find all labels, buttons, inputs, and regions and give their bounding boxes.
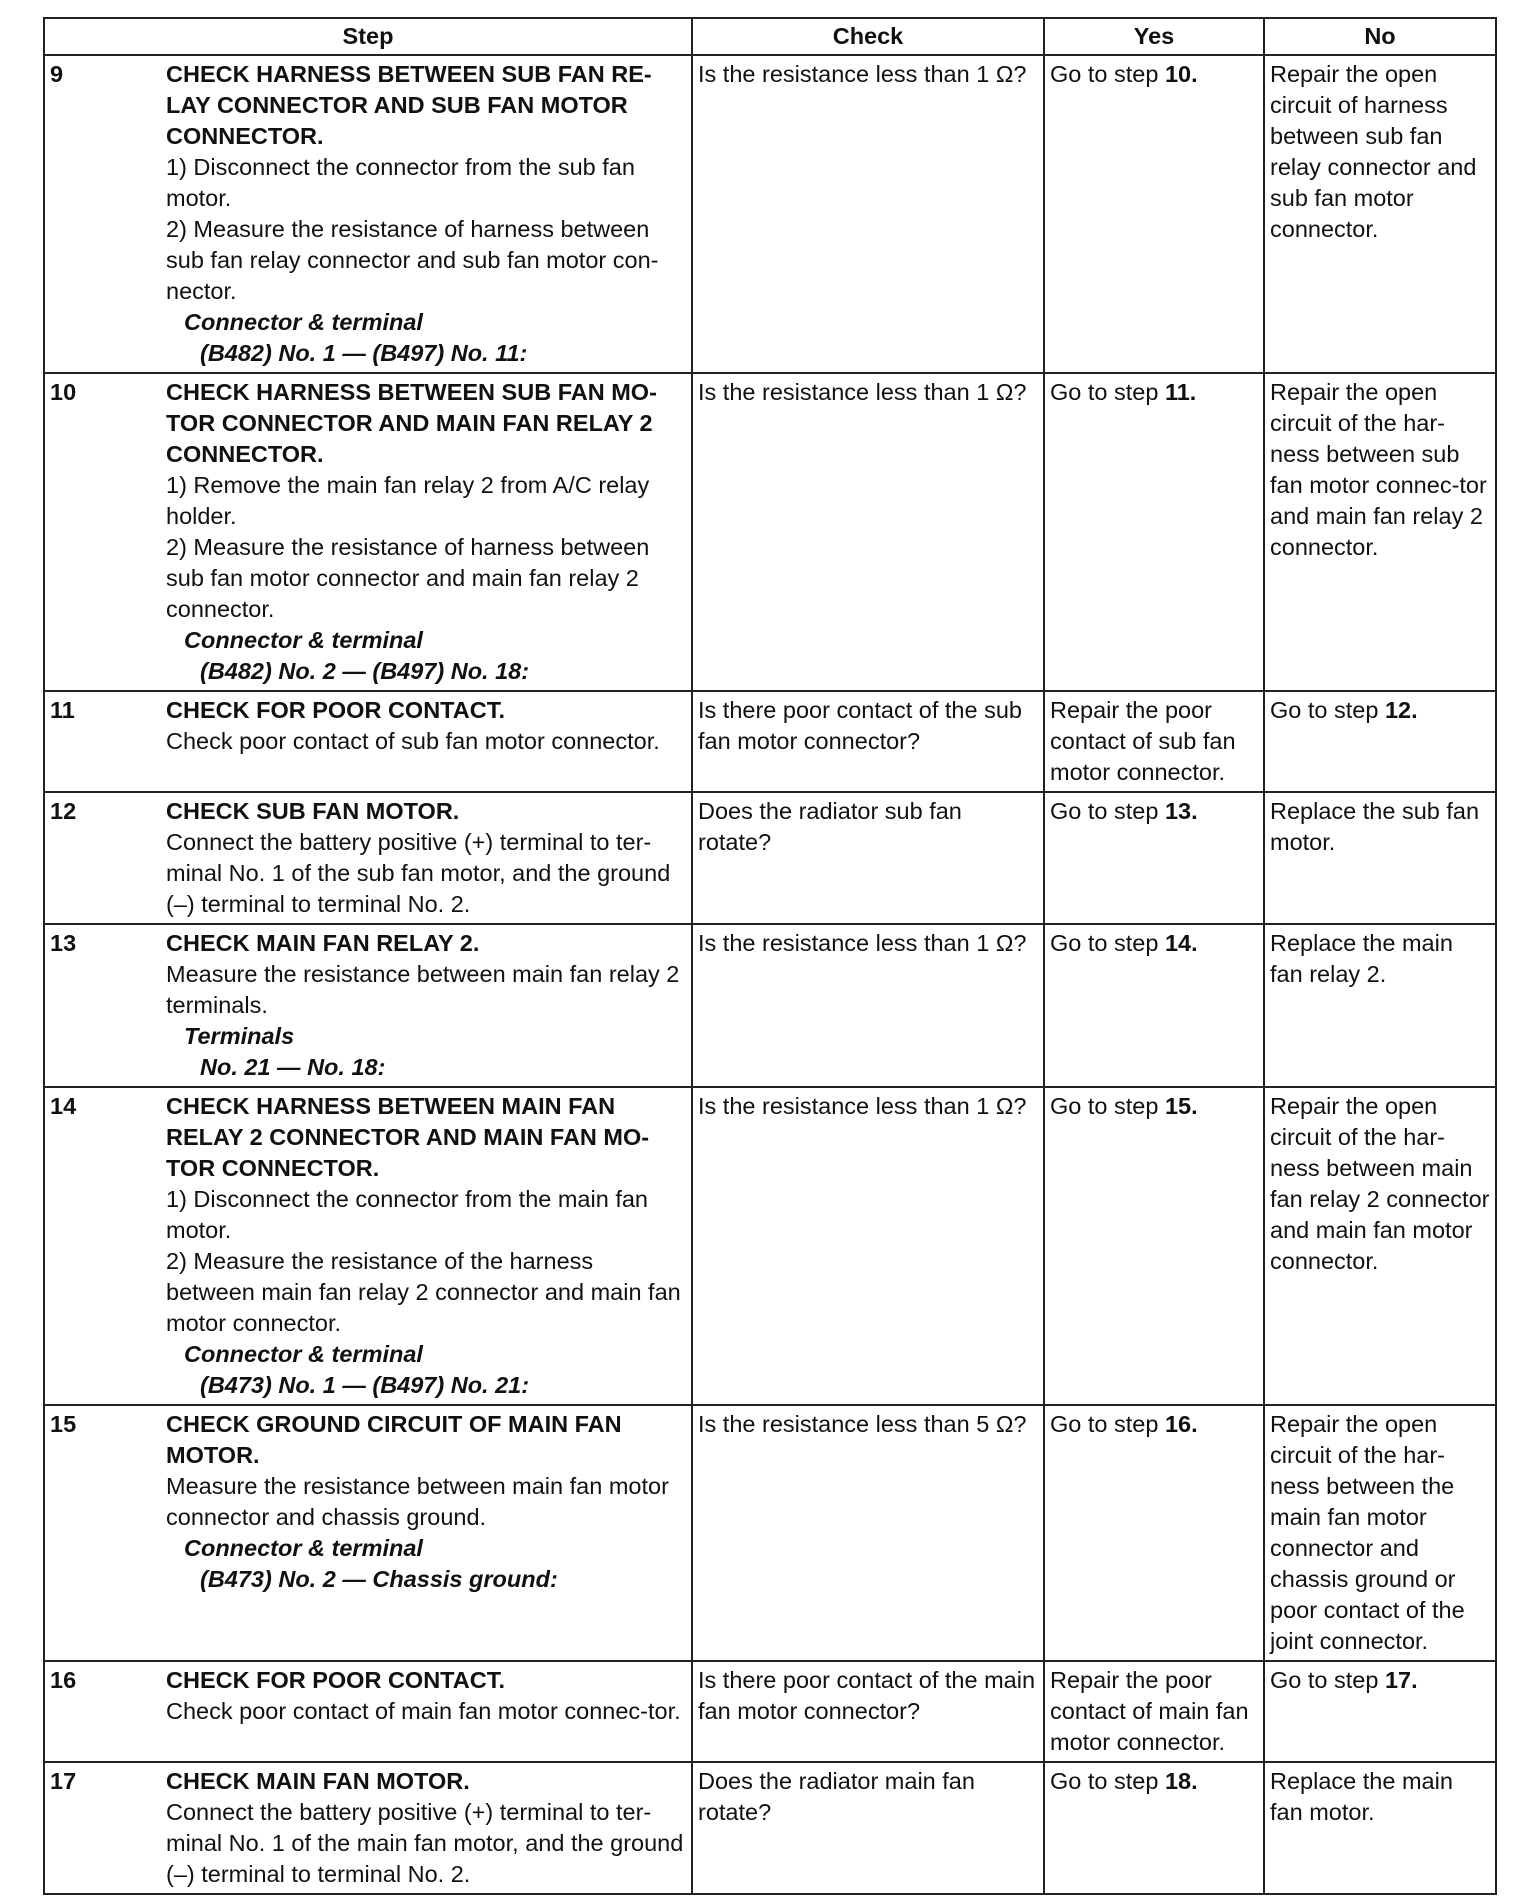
step-title: CHECK HARNESS BETWEEN MAIN FAN RELAY 2 CONNECTOR AND MAIN FAN MO-TOR CONNECTOR. (166, 1093, 650, 1181)
yes-cell (1044, 1661, 1264, 1762)
step-title: CHECK GROUND CIRCUIT OF MAIN FAN MOTOR. (166, 1411, 622, 1468)
step-instruction: 1) Disconnect the connector from the sub fan motor. (166, 154, 635, 211)
spec-label: Connector & terminal (184, 309, 423, 335)
header-no: No (1264, 18, 1496, 55)
spec-value: (B473) No. 1 — (B497) No. 21: (200, 1372, 530, 1398)
step-title: CHECK FOR POOR CONTACT. (166, 1667, 506, 1693)
step-number: 12 (50, 798, 77, 824)
no-cell (1264, 691, 1496, 792)
step-instruction: 2) Measure the resistance of harness between sub fan motor connector and main fan relay 2 connector. (166, 534, 650, 622)
check-cell: Is the resistance less than 1 Ω? (692, 924, 1044, 1087)
no-step-ref: 12. (1384, 697, 1418, 723)
yes-text: Go to step (1050, 930, 1165, 956)
step-instruction: 2) Measure the resistance of harness between sub fan relay connector and sub fan motor con-nector. (166, 216, 659, 304)
yes-step-ref: 14. (1164, 930, 1198, 956)
check-cell: Does the radiator sub fan rotate? (692, 792, 1044, 924)
step-number: 14 (50, 1093, 77, 1119)
table-row (44, 1405, 1496, 1661)
step-title: CHECK MAIN FAN MOTOR. (166, 1768, 470, 1794)
step-title: CHECK MAIN FAN RELAY 2. (166, 930, 480, 956)
step-cell (44, 1661, 692, 1762)
step-cell (44, 1762, 692, 1894)
step-number: 10 (50, 379, 77, 405)
no-cell: Replace the main fan motor. (1264, 1762, 1496, 1894)
spec-label: Connector & terminal (184, 627, 423, 653)
step-number: 16 (50, 1667, 77, 1693)
check-cell: Is the resistance less than 1 Ω? (692, 55, 1044, 373)
yes-step-ref: 15. (1164, 1093, 1198, 1119)
yes-cell (1044, 924, 1264, 1087)
table-row (44, 55, 1496, 373)
step-instruction: 1) Remove the main fan relay 2 from A/C relay holder. (166, 472, 650, 529)
table-row (44, 373, 1496, 691)
spec-value: (B482) No. 1 — (B497) No. 11: (200, 340, 528, 366)
step-title: CHECK SUB FAN MOTOR. (166, 798, 460, 824)
step-cell (44, 691, 692, 792)
step-cell (44, 1405, 692, 1661)
step-title: CHECK HARNESS BETWEEN SUB FAN MO-TOR CONNECTOR AND MAIN FAN RELAY 2 CONNECTOR. (166, 379, 657, 467)
step-instruction: Measure the resistance between main fan relay 2 terminals. (166, 961, 680, 1018)
table-row (44, 1661, 1496, 1762)
diagnostic-table (43, 17, 1497, 1895)
step-number: 15 (50, 1411, 77, 1437)
check-cell: Is the resistance less than 1 Ω? (692, 1087, 1044, 1405)
spec-value: (B482) No. 2 — (B497) No. 18: (200, 658, 530, 684)
yes-cell (1044, 373, 1264, 691)
check-cell: Is the resistance less than 5 Ω? (692, 1405, 1044, 1661)
step-cell (44, 373, 692, 691)
no-cell: Repair the open circuit of the har-ness between the main fan motor connector and chassis ground or poor contact of the joint connector. (1264, 1405, 1496, 1661)
header-check: Check (692, 18, 1044, 55)
step-cell (44, 55, 692, 373)
yes-text: Go to step (1050, 61, 1165, 87)
no-cell: Repair the open circuit of the har-ness between main fan relay 2 connector and main fan motor connector. (1264, 1087, 1496, 1405)
yes-step-ref: 11. (1164, 379, 1197, 405)
spec-value: (B473) No. 2 — Chassis ground: (200, 1566, 558, 1592)
step-cell (44, 1087, 692, 1405)
no-cell: Replace the sub fan motor. (1264, 792, 1496, 924)
yes-text: Go to step (1050, 798, 1165, 824)
yes-cell (1044, 1405, 1264, 1661)
spec-label: Connector & terminal (184, 1535, 423, 1561)
spec-label: Connector & terminal (184, 1341, 423, 1367)
check-cell: Is there poor contact of the main fan motor connector? (692, 1661, 1044, 1762)
check-cell: Does the radiator main fan rotate? (692, 1762, 1044, 1894)
yes-step-ref: 16. (1164, 1411, 1198, 1437)
no-cell (1264, 1661, 1496, 1762)
table-row (44, 1762, 1496, 1894)
step-cell (44, 924, 692, 1087)
no-text: Go to step (1270, 1667, 1385, 1693)
yes-text: Go to step (1050, 1768, 1165, 1794)
no-cell: Repair the open circuit of harness between sub fan relay connector and sub fan motor connector. (1264, 55, 1496, 373)
step-instruction: Measure the resistance between main fan motor connector and chassis ground. (166, 1473, 669, 1530)
yes-step-ref: 18. (1164, 1768, 1198, 1794)
yes-step-ref: 10. (1164, 61, 1198, 87)
table-row (44, 792, 1496, 924)
yes-text: Repair the poor contact of sub fan motor connector. (1050, 697, 1236, 785)
yes-step-ref: 13. (1164, 798, 1198, 824)
step-instruction: Check poor contact of sub fan motor connector. (166, 728, 660, 754)
step-number: 17 (50, 1768, 77, 1794)
step-cell (44, 792, 692, 924)
step-number: 13 (50, 930, 77, 956)
step-instruction: Connect the battery positive (+) terminal to ter-minal No. 1 of the main fan motor, and the ground (–) terminal to terminal No. 2. (166, 1799, 684, 1887)
yes-text: Repair the poor contact of main fan motor connector. (1050, 1667, 1249, 1755)
yes-text: Go to step (1050, 1093, 1165, 1119)
spec-label: Terminals (184, 1023, 295, 1049)
no-text: Go to step (1270, 697, 1385, 723)
yes-text: Go to step (1050, 1411, 1165, 1437)
yes-cell (1044, 1762, 1264, 1894)
table-row (44, 924, 1496, 1087)
check-cell: Is the resistance less than 1 Ω? (692, 373, 1044, 691)
table-row (44, 691, 1496, 792)
step-title: CHECK FOR POOR CONTACT. (166, 697, 506, 723)
step-title: CHECK HARNESS BETWEEN SUB FAN RE-LAY CONNECTOR AND SUB FAN MOTOR CONNECTOR. (166, 61, 652, 149)
yes-text: Go to step (1050, 379, 1165, 405)
header-step: Step (44, 18, 692, 55)
spec-value: No. 21 — No. 18: (200, 1054, 386, 1080)
step-instruction: 2) Measure the resistance of the harness between main fan relay 2 connector and main fan motor connector. (166, 1248, 681, 1336)
step-instruction: Check poor contact of main fan motor connec-tor. (166, 1698, 681, 1724)
no-cell: Repair the open circuit of the har-ness between sub fan motor connec-tor and main fan relay 2 connector. (1264, 373, 1496, 691)
yes-cell (1044, 1087, 1264, 1405)
yes-cell (1044, 691, 1264, 792)
yes-cell (1044, 792, 1264, 924)
step-number: 9 (50, 61, 64, 87)
step-instruction: Connect the battery positive (+) terminal to ter-minal No. 1 of the sub fan motor, and the ground (–) terminal to terminal No. 2. (166, 829, 671, 917)
no-cell: Replace the main fan relay 2. (1264, 924, 1496, 1087)
no-step-ref: 17. (1384, 1667, 1418, 1693)
header-yes: Yes (1044, 18, 1264, 55)
check-cell: Is there poor contact of the sub fan motor connector? (692, 691, 1044, 792)
table-row (44, 1087, 1496, 1405)
step-instruction: 1) Disconnect the connector from the main fan motor. (166, 1186, 648, 1243)
yes-cell (1044, 55, 1264, 373)
header-row (44, 18, 1496, 55)
step-number: 11 (50, 697, 75, 723)
